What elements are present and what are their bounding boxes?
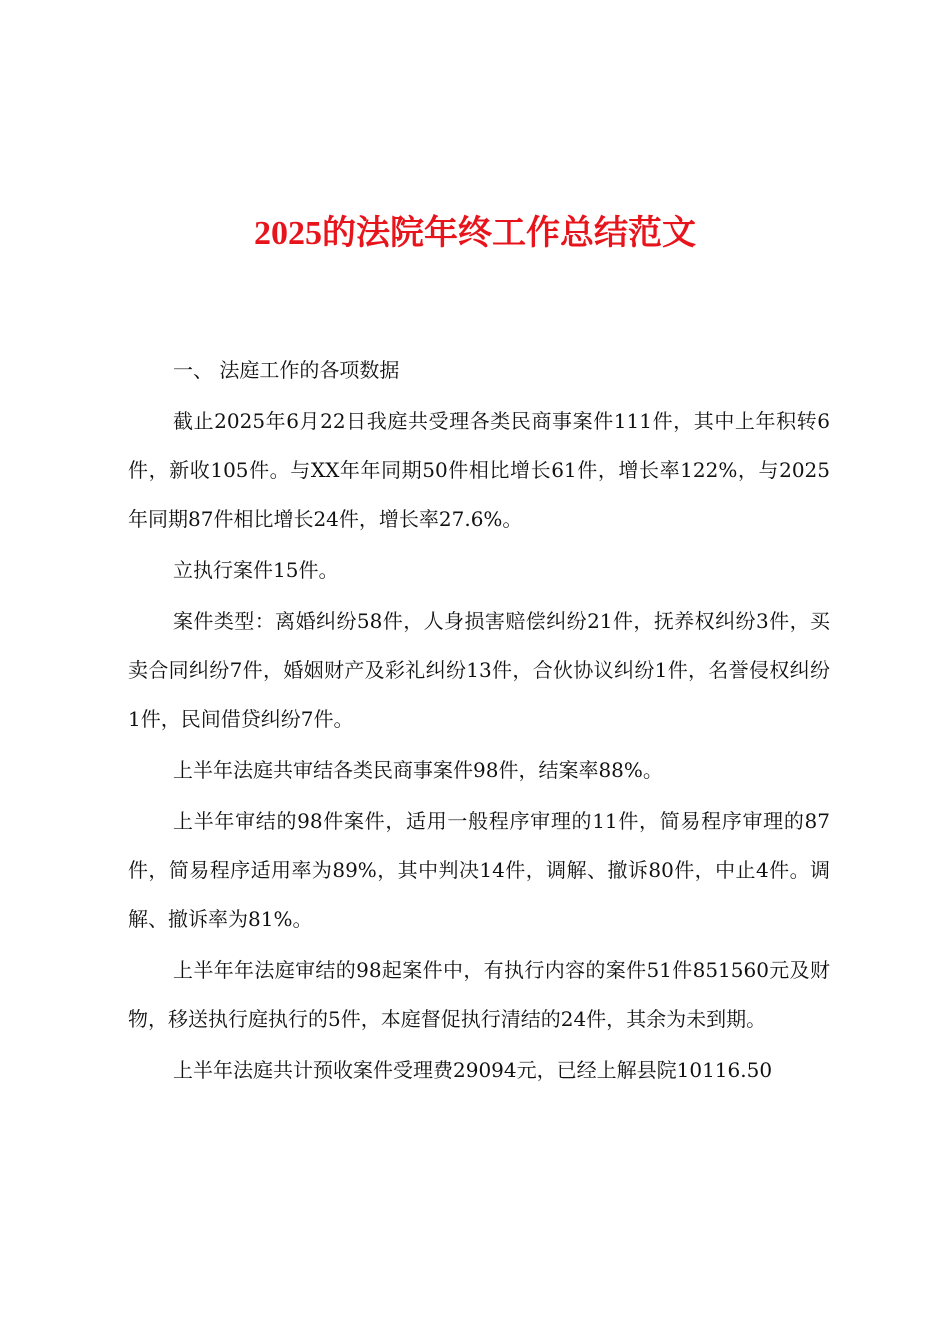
- document-title: 2025的法院年终工作总结范文: [254, 215, 696, 252]
- paragraph: 案件类型：离婚纠纷58件，人身损害赔偿纠纷21件，抚养权纠纷3件，买卖合同纠纷7件，婚姻财产及彩礼纠纷13件，合伙协议纠纷1件，名誉侵权纠纷1件，民间借贷纠纷7件。: [128, 609, 830, 731]
- paragraph: 截止2025年6月22日我庭共受理各类民商事案件111件，其中上年积转6件，新收105件。与XX年年同期50件相比增长61件，增长率122%，与2025年同期87件相比增长24件，增长率27.6%。: [128, 409, 830, 531]
- document-body: [128, 346, 830, 1095]
- section-heading: 一、 法庭工作的各项数据: [173, 358, 400, 382]
- paragraph: 上半年法庭共计预收案件受理费29094元，已经上解县院10116.50: [173, 1058, 773, 1082]
- paragraph: 上半年年法庭审结的98起案件中，有执行内容的案件51件851560元及财物，移送执行庭执行的5件，本庭督促执行清结的24件，其余为未到期。: [128, 958, 830, 1031]
- paragraph: 立执行案件15件。: [173, 558, 339, 582]
- paragraph: 上半年审结的98件案件，适用一般程序审理的11件，简易程序审理的87件，简易程序适用率为89%，其中判决14件，调解、撤诉80件，中止4件。调解、撤诉率为81%。: [128, 809, 830, 931]
- paragraph: 上半年法庭共审结各类民商事案件98件，结案率88%。: [173, 758, 663, 782]
